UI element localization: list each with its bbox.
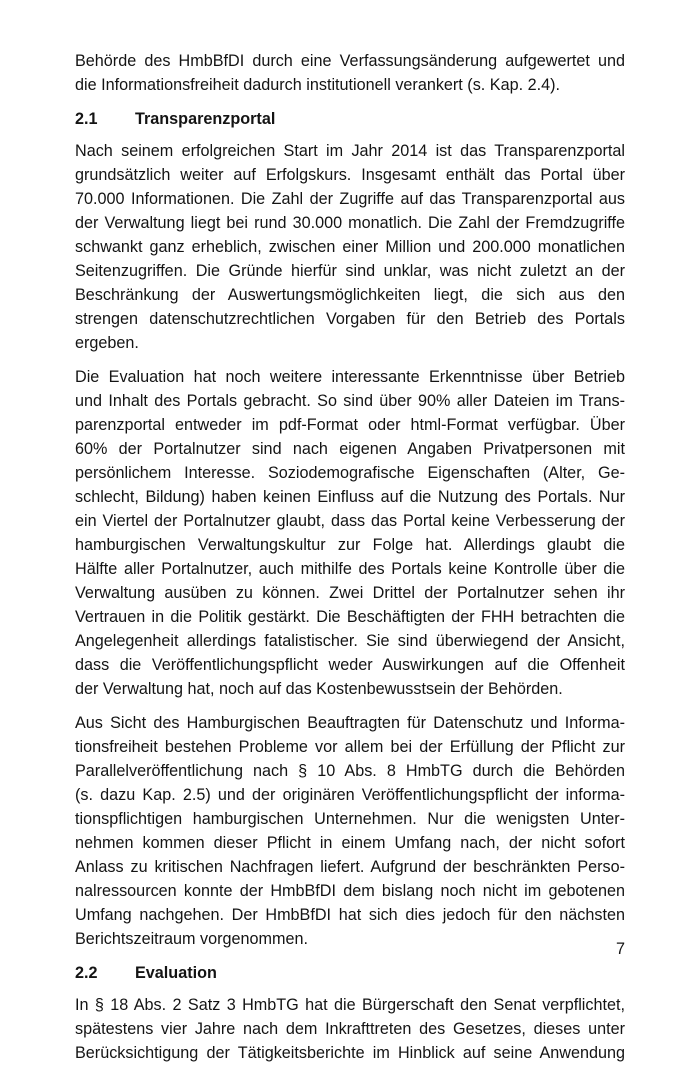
text-line: spätestens vier Jahre nach dem Inkrafttreten des Gesetzes, dieses unter [75,1020,625,1038]
paragraph [75,711,625,951]
text-line: ein Viertel der Portalnutzer glaubt, dass das Portal keine Verbesserung der [75,512,625,530]
text-line: Seitenzugriffen. Die Gründe hierfür sind unklar, was nicht zuletzt an der [75,262,625,280]
section-title: Transparenzportal [135,110,276,128]
text-line: die Informationsfreiheit dadurch institutionell verankert (s. Kap. 2.4). [75,76,560,94]
text-line: nehmen kommen dieser Pflicht in einem Umfang nach, der nicht sofort [75,834,625,852]
text-line: der Verwaltung hat, noch auf das Kostenbewusstsein der Behörden. [75,680,563,698]
intro-paragraph [75,49,625,97]
text-line: parenzportal entweder im pdf-Format oder html-Format verfügbar. Über [75,416,625,434]
text-line: tionsfreiheit bestehen Probleme vor allem bei der Erfüllung der Pflicht zur [75,738,625,756]
text-line: In § 18 Abs. 2 Satz 3 HmbTG hat die Bürgerschaft den Senat verpflichtet, [75,996,625,1014]
document-page [75,49,625,1065]
text-line: Parallelveröffentlichung nach § 10 Abs. 8 HmbTG durch die Behörden [75,762,625,780]
paragraph [75,139,625,355]
text-line: Hälfte aller Portalnutzer, auch mithilfe des Portals keine Kontrolle über die [75,560,625,578]
text-line: ergeben. [75,334,139,352]
text-line: Beschränkung der Auswertungsmöglichkeiten liegt, die sich aus den [75,286,625,304]
text-line: Berichtszeitraum vorgenommen. [75,930,309,948]
text-line: Angelegenheit allerdings fatalistischer. Sie sind überwiegend der Ansicht, [75,632,625,650]
text-line: grundsätzlich weiter auf Erfolgskurs. Insgesamt enthält das Portal über [75,166,625,184]
text-line: nalressourcen konnte der HmbBfDI dem bislang noch nicht im gebotenen [75,882,625,900]
text-line: strengen datenschutzrechtlichen Vorgaben für den Betrieb des Portals [75,310,625,328]
text-line: schwankt ganz erheblich, zwischen einer Million und 200.000 monatlichen [75,238,625,256]
text-line: dass die Veröffentlichungspflicht weder Auswirkungen auf die Offenheit [75,656,625,674]
text-line: Berücksichtigung der Tätigkeitsberichte im Hinblick auf seine Anwendung [75,1044,625,1062]
text-line: Die Evaluation hat noch weitere interessante Erkenntnisse über Betrieb [75,368,625,386]
text-line: Anlass zu kritischen Nachfragen liefert. Aufgrund der beschränkten Perso- [75,858,625,876]
paragraph [75,993,625,1065]
text-line: 60% der Portalnutzer sind nach eigenen Angaben Privatpersonen mit [75,440,625,458]
text-line: schlecht, Bildung) haben keinen Einfluss auf die Nutzung des Portals. Nur [75,488,625,506]
text-line: der Verwaltung liegt bei rund 30.000 monatlich. Die Zahl der Fremdzugriffe [75,214,625,232]
text-line: Aus Sicht des Hamburgischen Beauftragten für Datenschutz und Informa- [75,714,625,732]
text-line: Vertrauen in die Politik gestärkt. Die Beschäftigten der FHH betrachten die [75,608,625,626]
section-heading-2-2 [75,962,625,984]
text-line: und Inhalt des Portals gebracht. So sind über 90% aller Dateien im Trans- [75,392,625,410]
paragraph [75,365,625,701]
text-line: Verwaltung ausüben zu können. Zwei Drittel der Portalnutzer sehen ihr [75,584,625,602]
text-line: hamburgischen Verwaltungskultur zur Folge hat. Allerdings glaubt die [75,536,625,554]
text-line: 70.000 Informationen. Die Zahl der Zugriffe auf das Transparenzportal aus [75,190,625,208]
section-number: 2.2 [75,964,98,982]
text-line: Behörde des HmbBfDI durch eine Verfassungsänderung aufgewertet und [75,52,625,70]
text-line: persönlichem Interesse. Soziodemografische Eigenschaften (Alter, Ge- [75,464,625,482]
text-line: Umfang nachgehen. Der HmbBfDI hat sich dies jedoch für den nächsten [75,906,625,924]
text-line: Nach seinem erfolgreichen Start im Jahr 2014 ist das Transparenzportal [75,142,625,160]
section-heading-2-1 [75,108,625,130]
page-number: 7 [615,940,625,958]
text-line: (s. dazu Kap. 2.5) und der originären Veröffentlichungspflicht der informa- [75,786,625,804]
section-title: Evaluation [135,964,217,982]
section-number: 2.1 [75,110,98,128]
text-line: tionspflichtigen hamburgischen Unternehmen. Nur die wenigsten Unter- [75,810,625,828]
